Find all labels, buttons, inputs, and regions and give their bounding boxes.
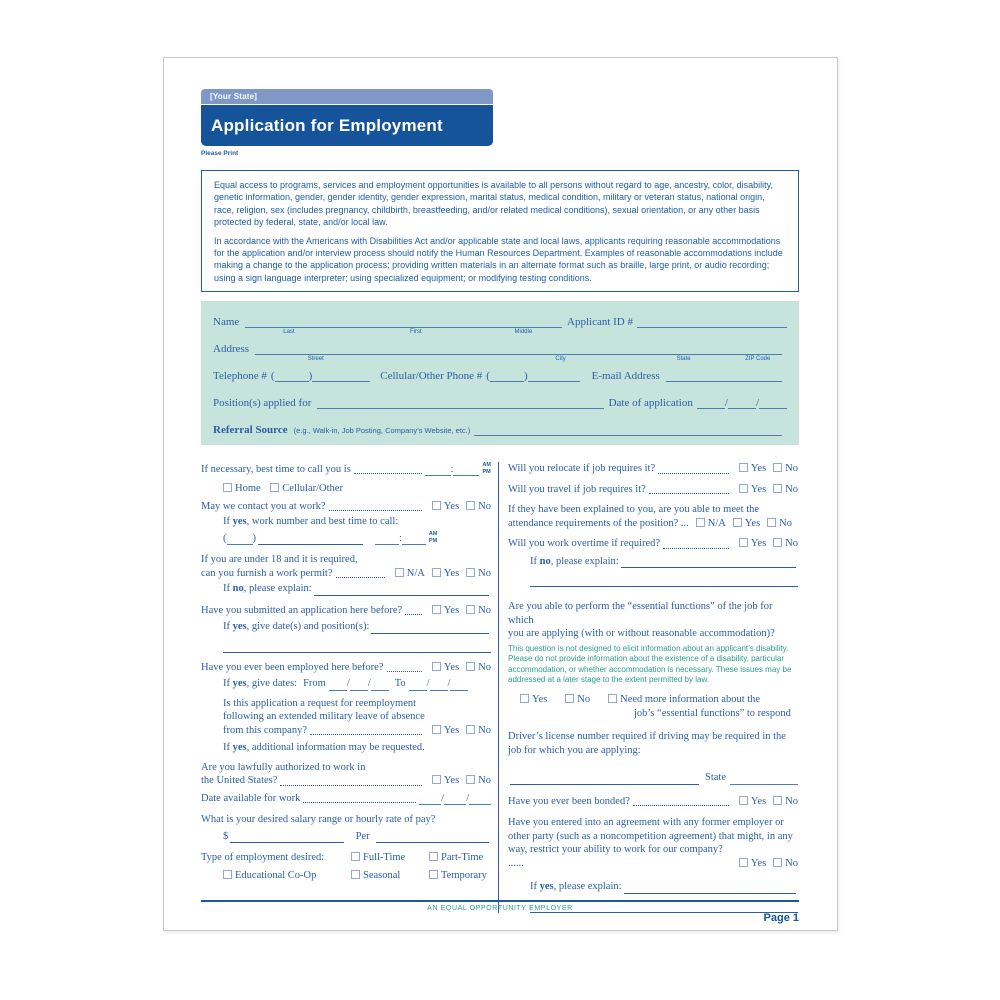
noncompete-line3: way, restrict your ability to work for our company? ...... <box>508 844 723 869</box>
employed-yes-checkbox[interactable] <box>432 662 441 671</box>
work-permit-no-checkbox[interactable] <box>466 568 475 577</box>
authorized-yes-checkbox[interactable] <box>432 775 441 784</box>
work-permit-na-checkbox[interactable] <box>395 568 404 577</box>
if-yes-pre: If <box>530 881 540 893</box>
eeo-paragraph-2: In accordance with the Americans with Disabilities Act and/or applicable state and local laws, applicants requiring reasonable accommodations for the application and/or interview process should notify the Human Resources Department. Examples of reasonable accommodations include making a change to the application process; providing written materials in an alternate format such as braille, large print, or audio recording; using a sign language interpreter; using specialized equipment; or modifying testing conditions. <box>214 235 783 283</box>
attendance-line1: If they have been explained to you, are you able to meet the <box>508 504 760 516</box>
name-sublabel-last: Last <box>283 329 295 336</box>
essential-functions-options <box>508 693 798 720</box>
best-time-minute-line[interactable] <box>450 463 479 476</box>
address-sublabel-street: Street <box>307 356 324 363</box>
relocate-question <box>508 462 798 476</box>
yes-label: Yes <box>443 775 460 787</box>
yes-label: Yes <box>750 538 767 550</box>
additional-info-note <box>223 741 491 755</box>
yes-label: Yes <box>443 724 460 736</box>
authorized-no-checkbox[interactable] <box>466 775 475 784</box>
position-date-row <box>213 396 787 409</box>
am-pm-label <box>426 531 438 545</box>
essential-functions-disclaimer: This question is not designed to elicit information about an applicant’s disability. Please do not provide information about the existence of a disability, particular accommodation, or whether accommodation is necessary. These issues may be addressed at a later stage to the extent permitted by law. <box>508 643 792 684</box>
applicant-id-label: Applicant ID # <box>567 316 633 329</box>
license-state-line[interactable] <box>730 773 798 785</box>
from-label: From <box>303 678 326 690</box>
part-time-checkbox[interactable] <box>429 852 438 861</box>
if-yes-pre: If <box>223 678 233 690</box>
if-no-pre: If <box>223 583 233 595</box>
am-label: AM <box>428 530 438 537</box>
from-month-line[interactable] <box>329 679 347 691</box>
best-time-question <box>201 462 491 476</box>
dot-leader <box>405 614 422 615</box>
work-area-code-line[interactable] <box>227 533 253 545</box>
no-label: No <box>785 483 798 495</box>
if-yes-work-number-label <box>223 515 491 529</box>
essential-yes-checkbox[interactable] <box>520 694 529 703</box>
dot-leader <box>280 785 421 786</box>
reemployment-no-checkbox[interactable] <box>466 725 475 734</box>
date-of-application-label: Date of application <box>608 397 693 410</box>
to-label: To <box>394 678 406 690</box>
if-yes-pre: If <box>223 621 233 633</box>
overtime-explain-continuation-line[interactable] <box>530 574 798 587</box>
overtime-question <box>508 537 798 551</box>
if-yes-post: , additional information may be requested. <box>246 742 425 754</box>
drivers-line1: Driver’s license number required if driving may be required in the <box>508 731 786 743</box>
contact-work-yes-checkbox[interactable] <box>432 501 441 510</box>
contact-at-work-label: May we contact you at work? <box>201 500 326 512</box>
employment-type-section <box>201 851 491 882</box>
home-checkbox[interactable] <box>223 483 232 492</box>
submitted-yes-checkbox[interactable] <box>432 605 441 614</box>
date-slash: / <box>447 678 451 690</box>
cellular-other-label: Cellular/Other <box>282 483 343 495</box>
work-time-hour-line[interactable] <box>375 533 399 545</box>
permit-explain-line[interactable] <box>314 584 489 596</box>
if-yes-pre: If <box>223 516 233 528</box>
reemployment-line1: Is this application a request for reemployment <box>223 697 417 709</box>
license-state-label: State <box>705 772 726 784</box>
if-yes-post: , give date(s) and position(s): <box>246 621 370 633</box>
home-label: Home <box>235 483 261 495</box>
application-page <box>163 57 838 931</box>
paren-open: ( <box>270 370 275 383</box>
dot-leader <box>663 548 729 549</box>
phone-type-options <box>223 482 491 496</box>
no-label: No <box>478 567 491 579</box>
yes-label: Yes <box>443 500 460 512</box>
attendance-no-checkbox[interactable] <box>767 518 776 527</box>
need-more-info-line2: job’s “essential functions” to respond <box>634 707 791 719</box>
employment-dates-row <box>223 677 491 691</box>
no-label: No <box>779 517 792 529</box>
bonded-question <box>508 795 798 809</box>
if-no-pre: If <box>530 555 540 567</box>
submitted-before-question <box>201 604 491 618</box>
essential-functions-question <box>508 600 798 641</box>
referral-row <box>213 423 787 436</box>
yes-label: Yes <box>443 604 460 616</box>
dot-leader <box>649 493 729 494</box>
work-authorization-question <box>201 761 491 788</box>
na-label: N/A <box>406 567 425 579</box>
cell-number-line[interactable] <box>528 370 580 382</box>
reemployment-line2: following an extended military leave of absence <box>223 711 425 723</box>
if-no-bold: no <box>232 583 244 595</box>
dot-leader <box>354 473 422 474</box>
date-slash: / <box>755 397 759 410</box>
relocate-yes-checkbox[interactable] <box>739 463 748 472</box>
dot-leader <box>329 510 422 511</box>
overtime-explain-line[interactable] <box>621 556 796 568</box>
no-label: No <box>478 661 491 673</box>
email-label: E-mail Address <box>591 370 660 383</box>
seasonal-label: Seasonal <box>363 869 401 881</box>
educational-coop-label: Educational Co-Op <box>235 869 317 881</box>
no-label: No <box>478 724 491 736</box>
travel-label: Will you travel if job requires it? <box>508 483 646 495</box>
submitted-no-checkbox[interactable] <box>466 605 475 614</box>
cell-phone-label: Cellular/Other Phone # <box>380 370 483 383</box>
noncompete-yes-checkbox[interactable] <box>739 858 748 867</box>
paren-open: ( <box>223 532 227 544</box>
if-yes-bold: yes <box>232 742 247 754</box>
name-sublabel-middle: Middle <box>514 329 533 336</box>
no-label: No <box>478 604 491 616</box>
no-label: No <box>785 795 798 807</box>
page-number: Page 1 <box>763 911 799 924</box>
drivers-line2: job for which you are applying: <box>508 744 641 756</box>
full-time-checkbox[interactable] <box>351 852 360 861</box>
eeo-notice-box <box>201 170 799 292</box>
if-yes-bold: yes <box>232 516 247 528</box>
no-label: No <box>785 857 798 869</box>
overtime-no-checkbox[interactable] <box>773 538 782 547</box>
footer-rule <box>201 900 799 903</box>
yes-label: Yes <box>443 567 460 579</box>
cell-area-code-line[interactable] <box>490 370 524 382</box>
questions-section <box>201 462 799 913</box>
part-time-label: Part-Time <box>441 852 484 864</box>
work-permit-question <box>201 553 491 580</box>
if-yes-pre: If <box>223 742 233 754</box>
travel-no-checkbox[interactable] <box>773 484 782 493</box>
best-time-hour-line[interactable] <box>425 464 451 476</box>
paren-close: ) <box>252 532 256 544</box>
if-no-post: , please explain: <box>550 555 619 567</box>
yes-label: Yes <box>443 661 460 673</box>
address-row <box>213 342 787 363</box>
submitted-dates-row <box>223 620 491 634</box>
work-number-line[interactable] <box>258 533 363 545</box>
if-yes-post: , work number and best time to call: <box>246 516 399 528</box>
relocate-no-checkbox[interactable] <box>773 463 782 472</box>
submitted-before-label: Have you submitted an application here before? <box>201 604 403 616</box>
work-permit-yes-checkbox[interactable] <box>432 568 441 577</box>
employed-before-question <box>201 661 491 675</box>
employed-before-label: Have you ever been employed here before? <box>201 661 384 673</box>
paren-close: ) <box>308 370 313 383</box>
address-sublabel-state: State <box>676 356 691 363</box>
dot-leader <box>303 802 416 803</box>
pm-label: PM <box>428 537 438 544</box>
full-time-label: Full-Time <box>363 852 406 864</box>
date-available-question <box>201 792 491 806</box>
no-label: No <box>577 694 591 706</box>
time-colon: : <box>399 532 402 544</box>
reemployment-question <box>223 697 491 738</box>
name-label: Name <box>213 316 240 329</box>
date-slash: / <box>367 678 371 690</box>
phone-email-row <box>213 369 787 382</box>
need-more-info-checkbox[interactable] <box>608 694 617 703</box>
salary-fields-row <box>223 830 491 844</box>
employment-type-label: Type of employment desired: <box>201 852 325 864</box>
seasonal-checkbox[interactable] <box>351 870 360 879</box>
bonded-yes-checkbox[interactable] <box>739 796 748 805</box>
noncompete-line2: other party (such as a noncompetition agreement) that might, in any <box>508 830 793 842</box>
cellular-other-checkbox[interactable] <box>270 483 279 492</box>
educational-coop-checkbox[interactable] <box>223 870 232 879</box>
dot-leader <box>387 671 422 672</box>
date-slash: / <box>466 792 469 804</box>
referral-source-hint: (e.g., Walk-in, Job Posting, Company’s Website, etc.) <box>293 426 471 436</box>
email-field-line[interactable] <box>666 369 782 382</box>
eeo-paragraph-1: Equal access to programs, services and employment opportunities is available to all persons without regard to age, ancestry, color, disability, genetic information, gender, gender identity, gender expression, marital status, medical condition, military or veteran status, national origin, race, religion, sex (includes pregnancy, childbirth, breastfeeding, and/or related medical conditions), sexual orientation, or any other basis protected by federal, state, and/or local law. <box>214 180 773 228</box>
if-no-bold: no <box>539 555 551 567</box>
please-print-label: Please Print <box>201 150 239 157</box>
identity-panel <box>201 301 799 445</box>
dollar-sign: $ <box>223 830 229 842</box>
name-row <box>213 315 787 336</box>
dot-leader <box>658 473 729 474</box>
attendance-question <box>508 503 798 530</box>
if-yes-post: , please explain: <box>553 881 622 893</box>
positions-label: Position(s) applied for <box>213 397 312 410</box>
pm-label: PM <box>482 468 491 475</box>
date-available-label: Date available for work <box>201 792 301 804</box>
am-label: AM <box>482 462 491 469</box>
yes-label: Yes <box>750 483 767 495</box>
if-no-post: , please explain: <box>243 583 312 595</box>
left-question-column <box>201 462 498 913</box>
salary-amount-line[interactable] <box>230 831 343 843</box>
noncompete-question <box>508 816 798 870</box>
noncompete-line1: Have you entered into an agreement with any former employer or <box>508 817 784 829</box>
essential-line1: Are you able to perform the “essential functions” of the job for which <box>508 601 773 626</box>
bonded-label: Have you ever been bonded? <box>508 795 630 807</box>
address-sublabel-zip: ZIP Code <box>745 356 771 363</box>
work-permit-line1: If you are under 18 and it is required, <box>201 554 358 566</box>
address-label: Address <box>213 343 250 356</box>
overtime-yes-checkbox[interactable] <box>739 538 748 547</box>
address-field-line[interactable] <box>255 342 782 363</box>
no-label: No <box>785 463 798 475</box>
to-day-line[interactable] <box>430 679 448 691</box>
to-year-line[interactable] <box>447 678 468 691</box>
contact-work-no-checkbox[interactable] <box>466 501 475 510</box>
date-slash: / <box>426 678 430 690</box>
submitted-dates-line[interactable] <box>371 622 489 634</box>
if-yes-bold: yes <box>232 678 247 690</box>
overtime-label: Will you work overtime if required? <box>508 538 661 550</box>
noncompete-explain-row <box>530 880 798 894</box>
paren-close: ) <box>523 370 528 383</box>
yes-label: Yes <box>750 463 767 475</box>
referral-source-field-line[interactable] <box>474 423 782 436</box>
attendance-na-checkbox[interactable] <box>696 518 705 527</box>
state-tab: [Your State] <box>201 89 493 104</box>
dot-leader <box>310 734 422 735</box>
drivers-license-question <box>508 730 798 757</box>
drivers-license-fields <box>508 771 798 785</box>
to-month-line[interactable] <box>409 679 427 691</box>
date-slash: / <box>346 678 350 690</box>
na-label: N/A <box>707 517 726 529</box>
dot-leader <box>336 577 385 578</box>
authorized-line1: Are you lawfully authorized to work in <box>201 761 366 773</box>
reemployment-yes-checkbox[interactable] <box>432 725 441 734</box>
work-time-minute-line[interactable] <box>402 533 426 545</box>
application-date-day-line[interactable] <box>728 397 756 409</box>
attendance-line2: attendance requirements of the position? ... <box>508 517 689 529</box>
best-time-label: If necessary, best time to call you is <box>201 463 351 475</box>
noncompete-no-checkbox[interactable] <box>773 858 782 867</box>
essential-no-checkbox[interactable] <box>565 694 574 703</box>
paren-open: ( <box>486 370 490 383</box>
address-sublabel-city: City <box>555 356 566 363</box>
application-date-year-line[interactable] <box>759 397 787 409</box>
date-slash: / <box>724 397 728 410</box>
reemployment-line3: from this company? <box>223 724 307 736</box>
name-field-line[interactable] <box>245 315 562 336</box>
from-year-line[interactable] <box>371 679 389 691</box>
contact-at-work-question <box>201 500 491 514</box>
telephone-number-line[interactable] <box>312 370 370 382</box>
noncompete-explain-line[interactable] <box>624 882 796 894</box>
page-title: Application for Employment <box>201 105 493 146</box>
no-label: No <box>478 775 491 787</box>
time-colon: : <box>450 463 454 475</box>
need-more-info-line1: Need more information about the <box>620 694 761 706</box>
dot-leader <box>633 805 729 806</box>
right-question-column <box>498 462 798 913</box>
no-label: No <box>478 500 491 512</box>
date-slash: / <box>441 792 445 804</box>
no-label: No <box>785 538 798 550</box>
authorized-line2: the United States? <box>201 775 278 787</box>
permit-no-explain-row <box>223 582 491 596</box>
salary-question-label: What is your desired salary range or hourly rate of pay? <box>201 814 436 826</box>
temporary-checkbox[interactable] <box>429 870 438 879</box>
submitted-dates-continuation-line[interactable] <box>223 640 491 653</box>
applicant-id-field-line[interactable] <box>637 316 787 328</box>
equal-opportunity-label: AN EQUAL OPPORTUNITY EMPLOYER <box>427 905 573 912</box>
from-day-line[interactable] <box>350 679 368 691</box>
travel-yes-checkbox[interactable] <box>739 484 748 493</box>
employed-no-checkbox[interactable] <box>466 662 475 671</box>
positions-field-line[interactable] <box>317 396 603 409</box>
temporary-label: Temporary <box>441 869 487 881</box>
available-month-line[interactable] <box>419 793 441 805</box>
telephone-area-code-line[interactable] <box>275 370 309 382</box>
yes-label: Yes <box>532 694 548 706</box>
yes-label: Yes <box>744 517 761 529</box>
yes-label: Yes <box>750 795 767 807</box>
license-number-line[interactable] <box>510 773 699 785</box>
if-yes-bold: yes <box>232 621 247 633</box>
am-pm-label <box>479 462 491 476</box>
if-yes-post: , give dates: <box>246 678 298 690</box>
per-label: Per <box>355 830 370 842</box>
work-permit-line2: can you furnish a work permit? <box>201 567 333 579</box>
available-year-line[interactable] <box>469 793 491 805</box>
relocate-label: Will you relocate if job requires it? <box>508 463 656 475</box>
overtime-no-explain-row <box>530 555 798 569</box>
bonded-no-checkbox[interactable] <box>773 796 782 805</box>
work-number-field-row <box>223 531 491 545</box>
available-day-line[interactable] <box>444 793 466 805</box>
travel-question <box>508 483 798 497</box>
attendance-yes-checkbox[interactable] <box>733 518 742 527</box>
page-footer <box>201 900 799 924</box>
referral-source-label: Referral Source <box>213 424 288 437</box>
yes-label: Yes <box>750 857 767 869</box>
essential-line2: you are applying (with or without reasonable accommodation)? <box>508 628 775 640</box>
application-date-month-line[interactable] <box>697 397 725 409</box>
name-sublabel-first: First <box>409 329 422 336</box>
telephone-label: Telephone # <box>213 370 267 383</box>
if-yes-bold: yes <box>539 881 554 893</box>
salary-per-line[interactable] <box>376 831 489 843</box>
